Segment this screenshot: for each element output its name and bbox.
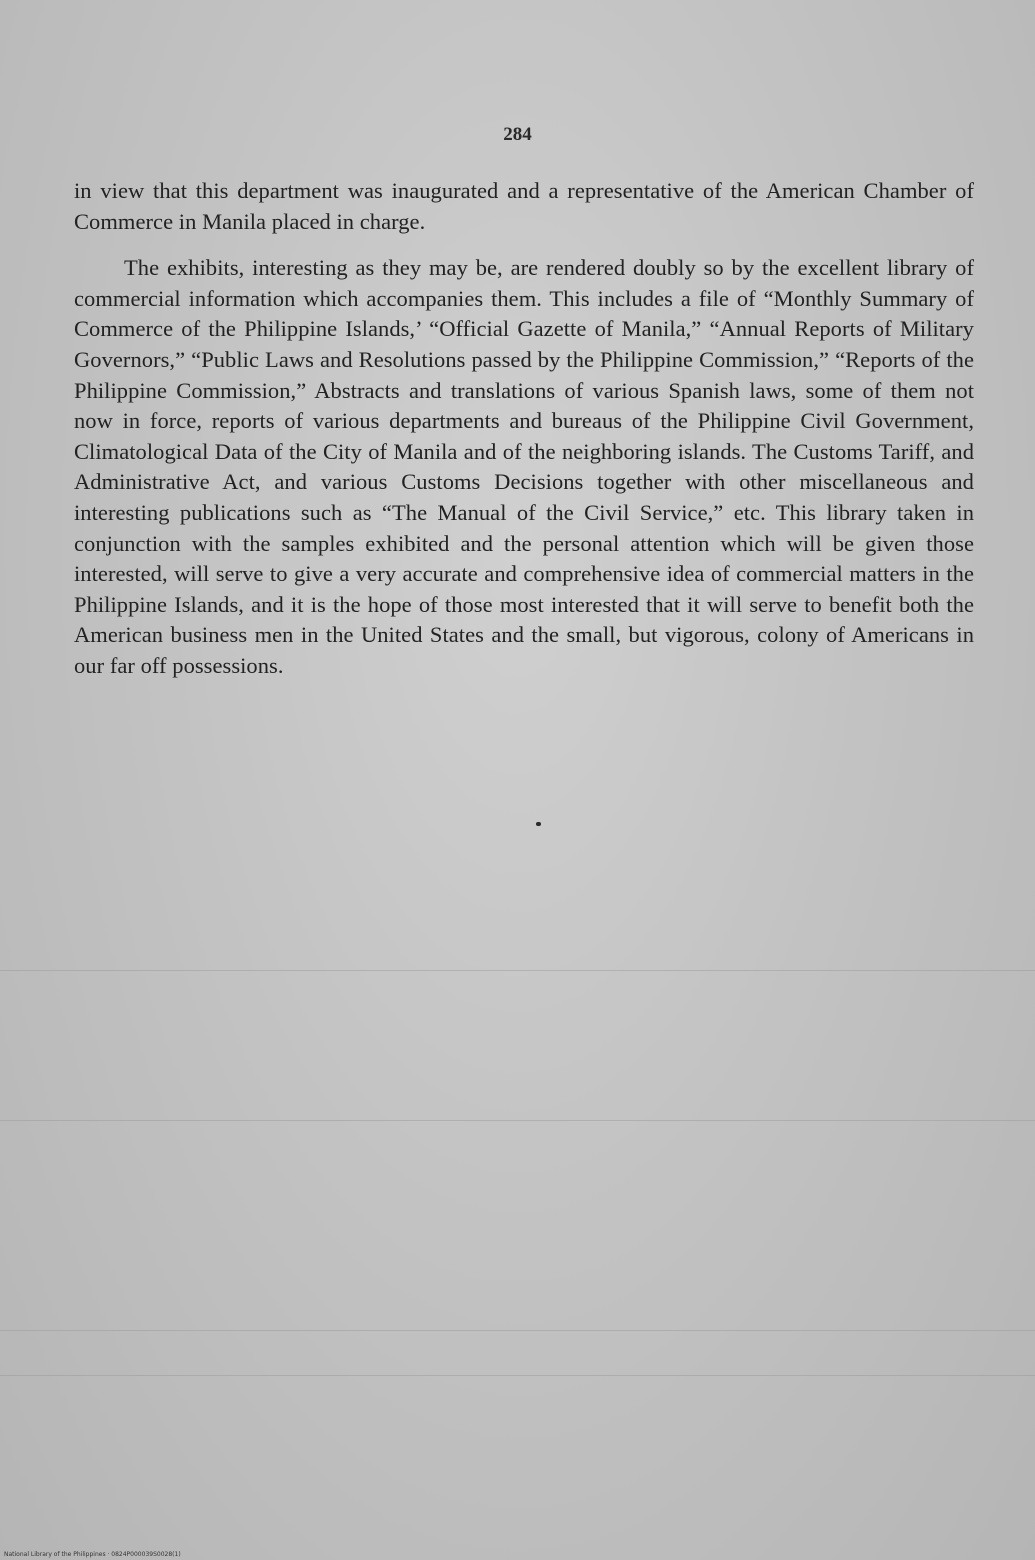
page-number: 284 (503, 124, 532, 145)
ink-mark (536, 822, 541, 826)
scan-line (0, 1120, 1035, 1121)
archive-footer-label: National Library of the Philippines · 0824P000039S0028(1) (4, 1551, 181, 1558)
scan-line (0, 1330, 1035, 1331)
paragraph-continuation: in view that this department was inaugurated and a representative of the American Chamber of Commerce in Manila placed in charge. (74, 178, 974, 234)
paragraph-library: The exhibits, interesting as they may be, are rendered doubly so by the excellent library of commercial information which accompanies them. This includes a file of “Monthly Summary of Commerce of the Philippine Islands,’ “Official Gazette of Manila,” “Annual Reports of Military Governors,” “Public Laws and Resolutions passed by the Philippine Commission,” “Reports of the Philippine Commission,” Abstracts and translations of various Spanish laws, some of them not now in force, reports of various departments and bureaus of the Philippine Civil Government, Climatological Data of the City of Manila and of the neighboring islands. The Customs Tariff, and Administrative Act, and various Customs Decisions together with other miscellaneous and interesting publications such as “The Manual of the Civil Service,” etc. This library taken in conjunction with the samples exhibited and the personal attention which will be given those interested, will serve to give a very accurate and comprehensive idea of commercial matters in the Philippine Islands, and it is the hope of those most interested that it will serve to benefit both the American business men in the United States and the small, but vigorous, colony of Americans in our far off possessions. (74, 255, 974, 678)
body-text (74, 176, 974, 682)
scan-line (0, 1375, 1035, 1376)
scan-line (0, 970, 1035, 971)
